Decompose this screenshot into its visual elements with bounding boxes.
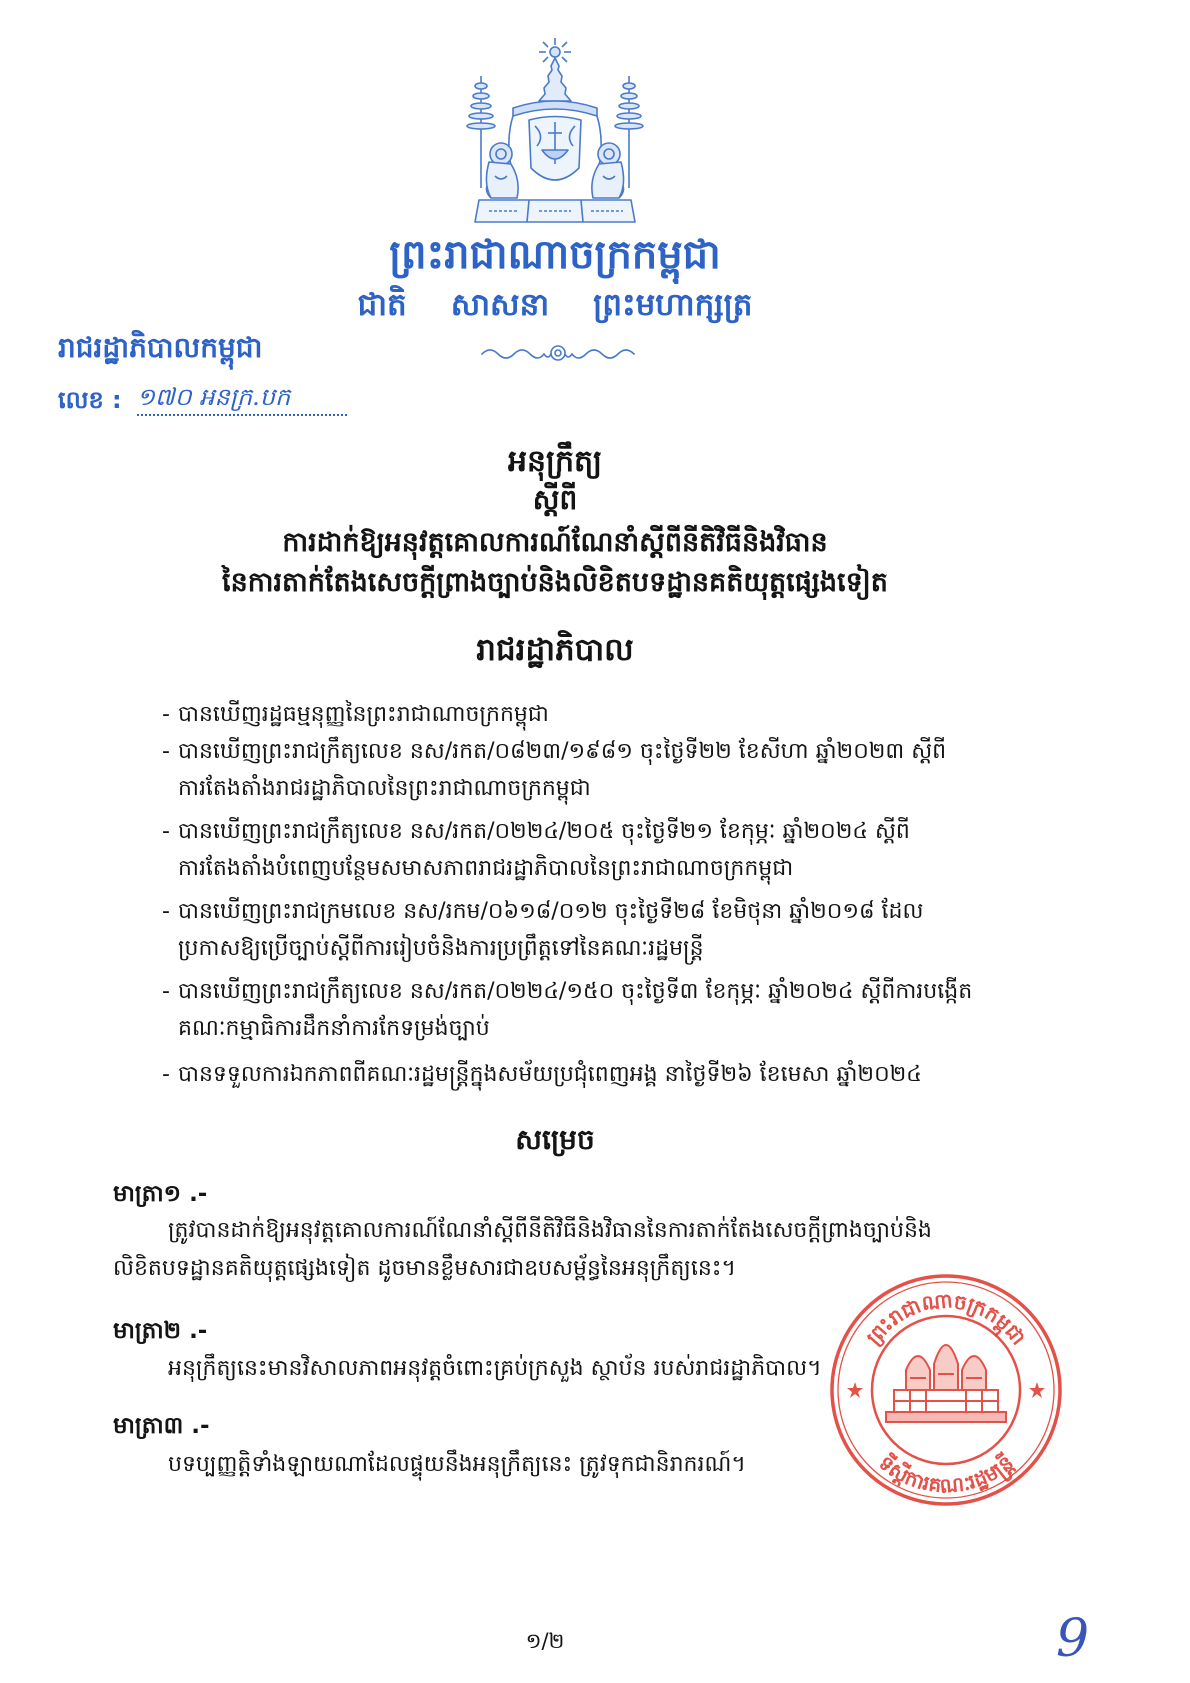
subject-line-1: ការដាក់ឱ្យអនុវត្តគោលការណ៍ណែនាំស្តីពីនីតិវិធីនិងវិធាន [282, 527, 828, 558]
document-type: អនុក្រឹត្យ [507, 444, 603, 479]
document-number [58, 380, 418, 420]
lion-right-icon [592, 143, 624, 198]
document-about: ស្តីពី [532, 483, 578, 516]
number-label: លេខ : [58, 386, 122, 414]
preamble-item-3-line-2: ការតែងតាំងបំពេញបន្ថែមសមាសភាពរាជរដ្ឋាភិបាលនៃព្រះរាជាណាចក្រកម្ពុជា [178, 856, 794, 881]
banner-icon [475, 200, 635, 222]
royal-coat-of-arms-icon [455, 36, 655, 228]
preamble-item-4-line-1: បានឃើញព្រះរាជក្រមលេខ នស/រកម/០៦១៨/០១២ ចុះថ្ងៃទី២៨ ខែមិថុនា ឆ្នាំ២០១៨ ដែល [178, 899, 924, 924]
national-motto [0, 282, 1110, 328]
article-1-line-1: ត្រូវបានដាក់ឱ្យអនុវត្តគោលការណ៍ណែនាំស្តីពីនីតិវិធីនិងវិធាននៃការតាក់តែងសេចក្តីព្រាងច្បាប់និង [168, 1218, 932, 1243]
preamble-item-2-line-2: ការតែងតាំងរាជរដ្ឋាភិបាលនៃព្រះរាជាណាចក្រកម្ពុជា [178, 776, 591, 801]
svg-text:ព្រះរាជាណាចក្រកម្ពុជា [861, 1288, 1030, 1350]
handwritten-mark: 9 [1056, 1609, 1090, 1669]
preamble-marker: - [162, 819, 170, 844]
decision-heading: សម្រេច [515, 1123, 595, 1156]
preamble-marker: - [162, 1062, 170, 1087]
subject-line-2: នៃការតាក់តែងសេចក្តីព្រាងច្បាប់និងលិខិតបទដ្ឋានគតិយុត្តផ្សេងទៀត [222, 567, 888, 598]
preamble-item-5-line-1: បានឃើញព្រះរាជក្រឹត្យលេខ នស/រកត/០២២៤/១៥០ ចុះថ្ងៃទី៣ ខែកុម្ភៈ ឆ្នាំ២០២៤ ស្តីពីការបង្កើត [178, 979, 973, 1004]
preamble-marker: - [162, 899, 170, 924]
preamble-item-6: បានទទួលការឯកភាពពីគណៈរដ្ឋមន្ត្រីក្នុងសម័យប្រជុំពេញអង្គ នាថ្ងៃទី២៦ ខែមេសា ឆ្នាំ២០២៤ [178, 1062, 922, 1087]
article-1-line-2: លិខិតបទដ្ឋានគតិយុត្តផ្សេងទៀត ដូចមានខ្លឹមសារជាឧបសម្ព័ន្ធនៃអនុក្រឹត្យនេះ។ [113, 1256, 736, 1281]
article-2-line-1: អនុក្រឹត្យនេះមានវិសាលភាពអនុវត្តចំពោះគ្រប់ក្រសួង ស្ថាប័ន របស់រាជរដ្ឋាភិបាល។ [168, 1356, 822, 1381]
preamble-item-4-line-2: ប្រកាសឱ្យប្រើច្បាប់ស្តីពីការរៀបចំនិងការប្រព្រឹត្តទៅនៃគណៈរដ្ឋមន្ត្រី [178, 936, 704, 961]
lion-left-icon [486, 143, 518, 198]
seal-star-left-icon [847, 1382, 863, 1398]
flourish-ornament-icon [478, 342, 638, 364]
preamble-item-2-line-1: បានឃើញព្រះរាជក្រឹត្យលេខ នស/រកត/០៨២៣/១៩៨១ ចុះថ្ងៃទី២២ ខែសីហា ឆ្នាំ២០២៣ ស្តីពី [178, 739, 947, 764]
crown-band-icon [513, 101, 597, 116]
preamble-marker: - [162, 739, 170, 764]
seal-text-bottom: ទីស្តីការគណៈរដ្ឋមន្ត្រី [874, 1450, 1018, 1498]
article-3-line-1: បទប្បញ្ញត្តិទាំងឡាយណាដែលផ្ទុយនឹងអនុក្រឹត្យនេះ ត្រូវទុកជានិរាករណ៍។ [168, 1452, 746, 1477]
preamble-item-1: បានឃើញរដ្ឋធម្មនុញ្ញនៃព្រះរាជាណាចក្រកម្ពុជា [178, 702, 549, 727]
seal-text-top: ព្រះរាជាណាចក្រកម្ពុជា [861, 1288, 1031, 1350]
seal-star-right-icon [1029, 1382, 1045, 1398]
angkor-temple-icon [886, 1345, 1006, 1422]
motto-nation: ជាតិ [357, 287, 407, 323]
article-3-label: មាត្រា៣ .- [113, 1413, 210, 1439]
crown-spire-icon [539, 58, 571, 101]
article-2-label: មាត្រា២ .- [113, 1318, 208, 1344]
page-number: ១/២ [525, 1629, 565, 1653]
preamble-item-5-line-2: គណៈកម្មាធិការដឹកនាំការកែទម្រង់ច្បាប់ [178, 1016, 490, 1041]
preamble-marker: - [162, 979, 170, 1004]
number-value-handwritten: ១៧០ អនក្រ.បក [137, 380, 347, 416]
motto-king: ព្រះមហាក្សត្រ [593, 287, 753, 323]
issuer-heading: រាជរដ្ឋាភិបាល [476, 632, 634, 668]
issuing-body: រាជរដ្ឋាភិបាលកម្ពុជា [58, 331, 263, 364]
motto-religion: សាសនា [450, 287, 550, 323]
article-1-label: មាត្រា១ .- [113, 1181, 208, 1207]
preamble-item-3-line-1: បានឃើញព្រះរាជក្រឹត្យលេខ នស/រកត/០២២៤/២០៥ ចុះថ្ងៃទី២១ ខែកុម្ភៈ ឆ្នាំ២០២៤ ស្តីពី [178, 819, 910, 844]
preamble-marker: - [162, 702, 170, 727]
official-seal-stamp [826, 1270, 1066, 1510]
kingdom-heading: ព្រះរាជាណាចក្រកម្ពុជា [389, 232, 721, 278]
shield-icon [529, 117, 581, 181]
